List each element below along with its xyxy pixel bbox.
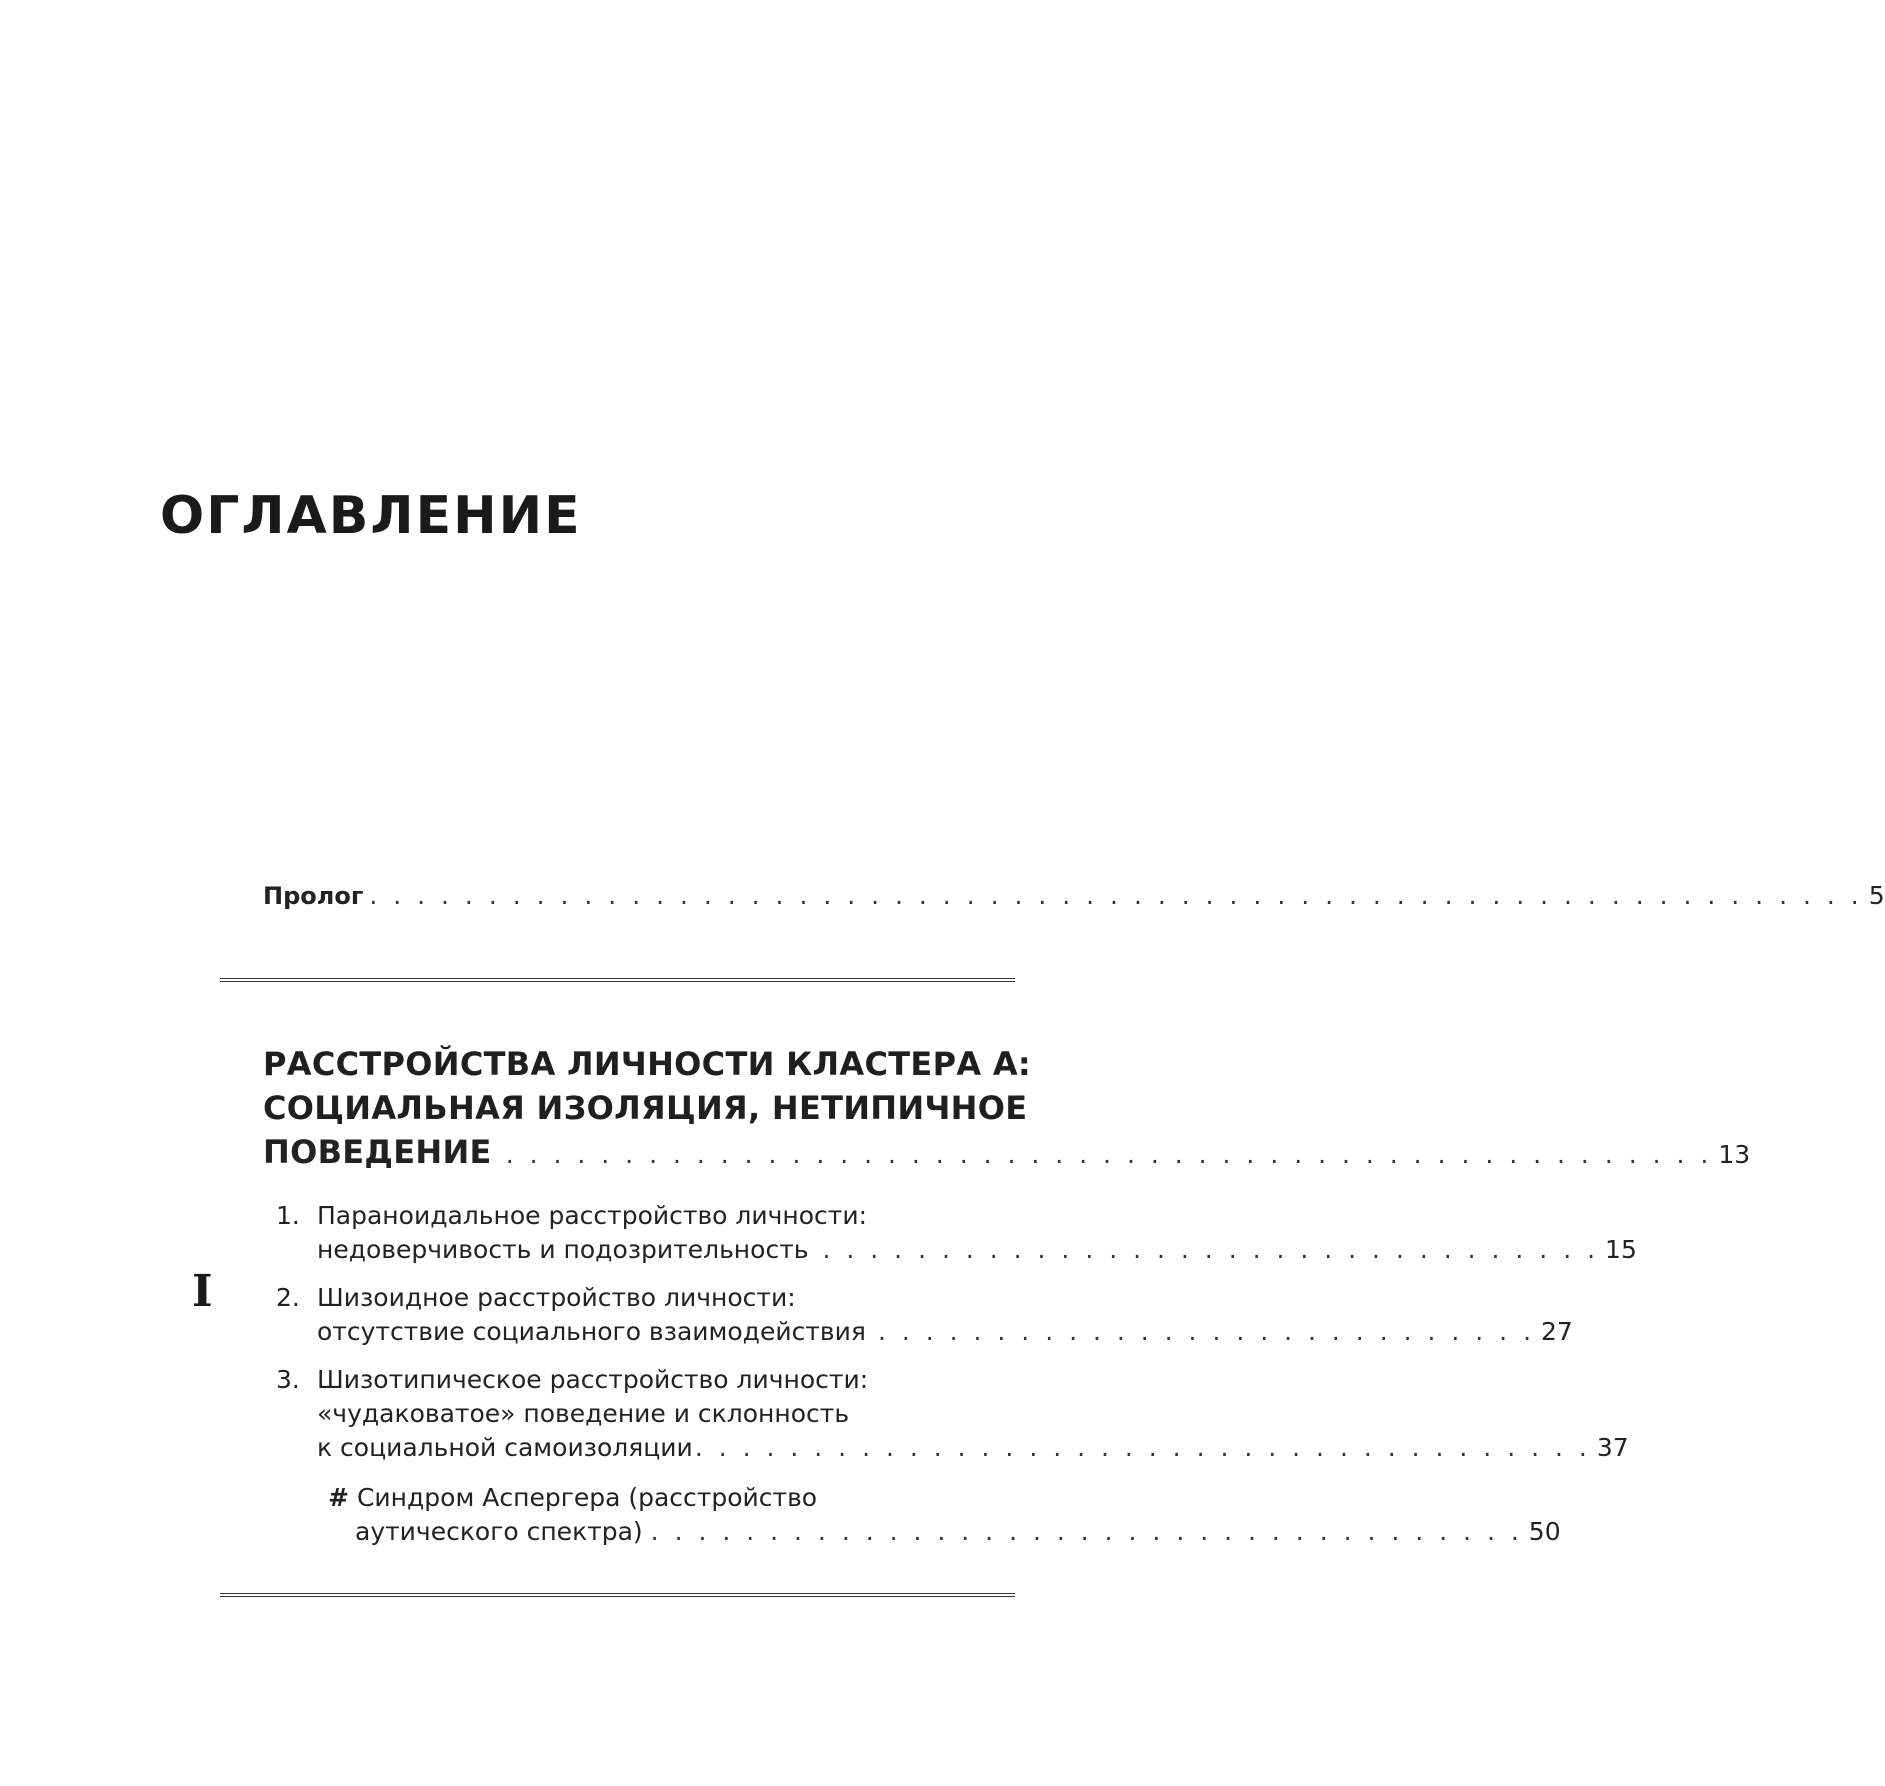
toc-entry-chapter-3[interactable] [317,1433,1629,1462]
toc-entry-prologue[interactable] [263,881,1885,910]
toc-entry-chapter-2[interactable] [317,1317,1573,1346]
chapter-title-line: «чудаковатое» поведение и склонность [317,1399,850,1428]
chapter-title-line: Шизоидное расстройство личности: [317,1283,796,1312]
toc-page-number: 15 [1605,1235,1637,1264]
hash-marker: # [328,1483,349,1512]
leader-dots: . . . . . . . . . . . . . . . . . . . . . . . . . . . . . . . . . [822,1235,1600,1264]
toc-page-number: 27 [1541,1317,1573,1346]
leader-dots: . . . . . . . . . . . . . . . . . . . . . . . . . . . . . . . . . . . . . . [694,1433,1591,1462]
chapter-title-line: Шизотипическое расстройство личности: [317,1365,869,1394]
toc-entry-chapter-1[interactable] [317,1235,1637,1264]
part-numeral: I [192,1266,213,1317]
subchapter-title-line: Синдром Аспергера (расстройство [356,1483,818,1512]
toc-entry-label: Пролог [263,882,364,910]
chapter-title-line: к социальной самоизоляции [317,1433,693,1462]
leader-dots: . . . . . . . . . . . . . . . . . . . . . . . . . . . . . . . . . . . . . . . . . . . . . . . . . . . . . . . . . . . . . . . [369,881,1863,910]
subchapter-title-line: аутического спектра) [355,1517,643,1546]
chapter-number: 2. [276,1283,300,1312]
section-title-line-3: ПОВЕДЕНИЕ [263,1133,492,1171]
section-divider-bottom [220,1593,1015,1597]
toc-entry-section[interactable] [263,1133,1751,1171]
chapter-title-line: Параноидальное расстройство личности: [317,1201,868,1230]
section-title-line-1: РАССТРОЙСТВА ЛИЧНОСТИ КЛАСТЕРА А: [263,1045,1031,1083]
toc-entry-subchapter[interactable] [355,1517,1561,1546]
section-title-line-2: СОЦИАЛЬНАЯ ИЗОЛЯЦИЯ, НЕТИПИЧНОЕ [263,1089,1028,1127]
toc-page-number: 37 [1596,1433,1629,1462]
toc-page-number: 50 [1528,1517,1561,1546]
chapter-title-line: отсутствие социального взаимодействия [317,1317,866,1346]
section-divider-top [220,978,1015,982]
leader-dots: . . . . . . . . . . . . . . . . . . . . . . . . . . . . [877,1317,1536,1346]
toc-page-number: 13 [1718,1140,1751,1169]
chapter-title-line: недоверчивость и подозрительность [317,1235,809,1264]
page-title: ОГЛАВЛЕНИЕ [160,486,582,546]
toc-page-number: 5 [1868,881,1885,910]
leader-dots: . . . . . . . . . . . . . . . . . . . . . . . . . . . . . . . . . . . . . [650,1517,1523,1546]
leader-dots: . . . . . . . . . . . . . . . . . . . . . . . . . . . . . . . . . . . . . . . . . . . . . . . . . . . [505,1140,1713,1169]
chapter-number: 3. [276,1365,300,1394]
chapter-number: 1. [276,1201,300,1230]
subchapter-title-line-1 [328,1485,817,1510]
